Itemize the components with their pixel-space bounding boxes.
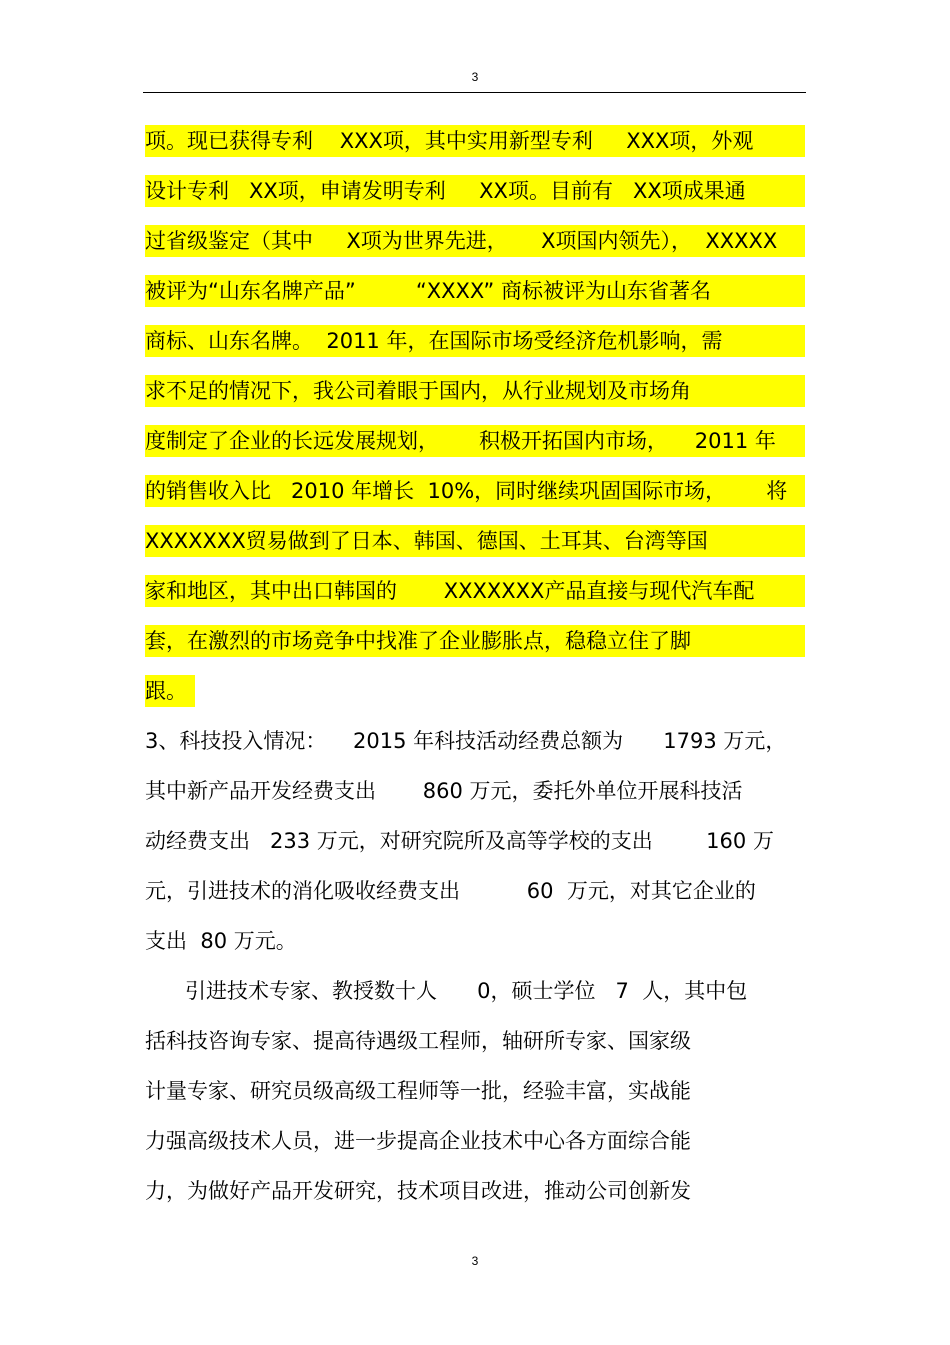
text-line: 计量专家、研究员级高级工程师等一批，经验丰富，实战能 [145,1079,691,1103]
text-line: 元，引进技术的消化吸收经费支出 60 万元，对其它企业的 [145,879,756,903]
text-line-highlighted: 跟。 [145,675,195,707]
text-line-highlighted: 过省级鉴定（其中 X项为世界先进， X项国内领先）， XXXXX [145,225,805,257]
header-rule [143,92,806,93]
text-line-highlighted: 设计专利 XX项，申请发明专利 XX项。目前有 XX项成果通 [145,175,805,207]
text-line-highlighted: 商标、山东名牌。 2011 年，在国际市场受经济危机影响，需 [145,325,805,357]
text-line-highlighted: 度制定了企业的长远发展规划， 积极开拓国内市场， 2011 年 [145,425,805,457]
text-line: 3、科技投入情况： 2015 年科技活动经费总额为 1793 万元， [145,729,787,753]
text-line-highlighted: 家和地区，其中出口韩国的 XXXXXXX产品直接与现代汽车配 [145,575,805,607]
text-line: 括科技咨询专家、提高待遇级工程师，轴研所专家、国家级 [145,1029,691,1053]
text-line-highlighted: 被评为“山东名牌产品” “XXXX” 商标被评为山东省著名 [145,275,805,307]
text-line: 引进技术专家、教授数十人 0，硕士学位 7 人，其中包 [145,979,748,1003]
text-line: 动经费支出 233 万元，对研究院所及高等学校的支出 160 万 [145,829,774,853]
header-page-number: 3 [471,70,479,84]
text-line-highlighted: 求不足的情况下，我公司着眼于国内，从行业规划及市场角 [145,375,805,407]
text-line: 支出 80 万元。 [145,929,297,953]
text-line: 力，为做好产品开发研究，技术项目改进，推动公司创新发 [145,1179,691,1203]
footer-page-number: 3 [471,1254,479,1268]
text-line-highlighted: 套，在激烈的市场竞争中找准了企业膨胀点，稳稳立住了脚 [145,625,805,657]
text-line: 其中新产品开发经费支出 860 万元，委托外单位开展科技活 [145,779,743,803]
text-line-highlighted: 的销售收入比 2010 年增长 10%，同时继续巩固国际市场， 将 [145,475,805,507]
text-line: 力强高级技术人员，进一步提高企业技术中心各方面综合能 [145,1129,691,1153]
text-line-highlighted: 项。现已获得专利 XXX项，其中实用新型专利 XXX项，外观 [145,125,805,157]
text-line-highlighted: XXXXXXX贸易做到了日本、韩国、德国、土耳其、台湾等国 [145,525,805,557]
